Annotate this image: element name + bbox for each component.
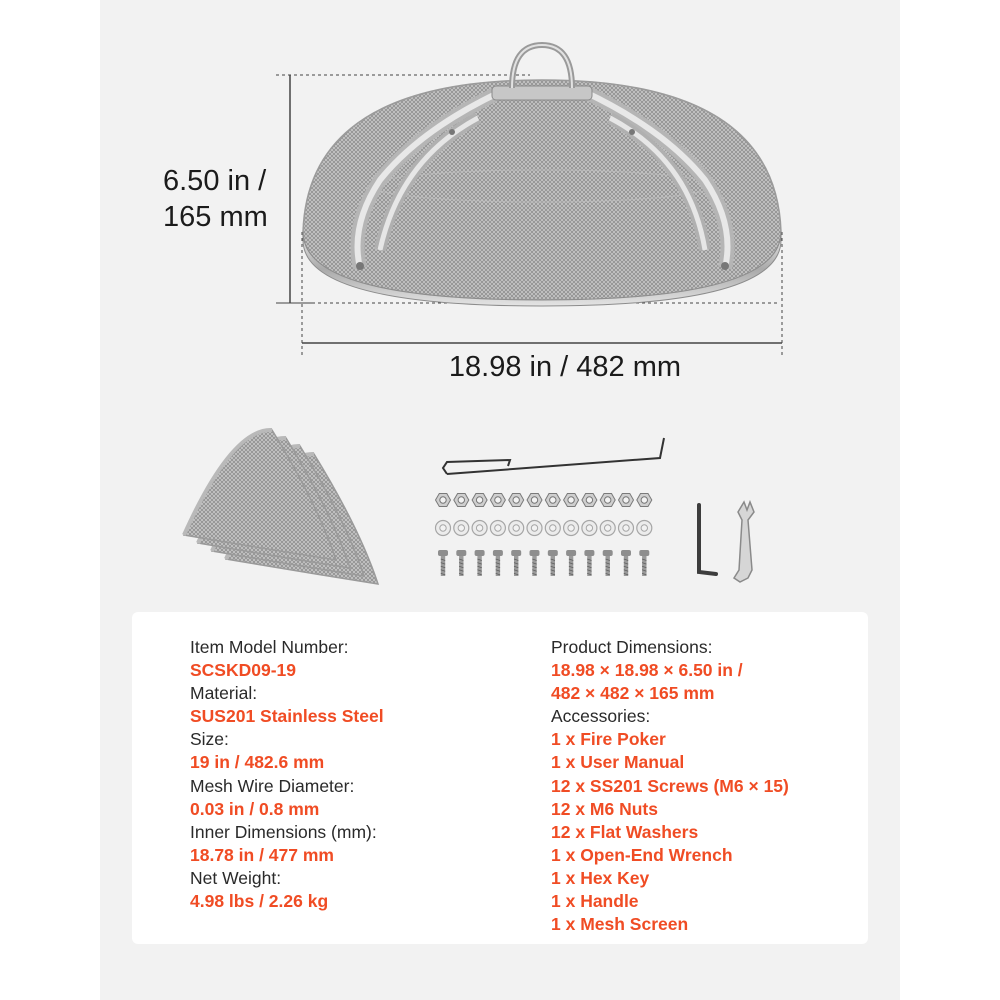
nut-icon	[490, 494, 505, 507]
nut-icon	[436, 494, 451, 507]
screw-icon	[493, 550, 503, 576]
spec-column-right	[551, 636, 789, 936]
height-dimension-label	[163, 163, 303, 235]
washers-row	[436, 521, 652, 536]
washer-icon	[436, 521, 451, 536]
accessory-item: 1 x Mesh Screen	[551, 914, 689, 935]
accessory-item: 1 x Fire Poker	[551, 729, 666, 750]
washer-icon	[600, 521, 615, 536]
spec-label: Net Weight:	[190, 867, 282, 888]
nut-icon	[472, 494, 487, 507]
nut-icon	[545, 494, 560, 507]
washer-icon	[454, 521, 469, 536]
nut-icon	[600, 494, 615, 507]
washer-icon	[637, 521, 652, 536]
spec-label: Inner Dimensions (mm):	[190, 821, 377, 842]
washer-icon	[527, 521, 542, 536]
spec-value: 19 in / 482.6 mm	[190, 752, 325, 773]
spec-value: SCSKD09-19	[190, 660, 297, 681]
nut-icon	[582, 494, 597, 507]
screw-icon	[530, 550, 540, 576]
spec-value: 0.03 in / 0.8 mm	[190, 798, 320, 819]
height-dimension-line-2: 165 mm	[163, 201, 268, 233]
dome-spark-screen	[303, 45, 781, 306]
open-end-wrench	[734, 502, 754, 582]
accessory-item: 12 x M6 Nuts	[551, 798, 658, 819]
spec-card	[132, 612, 868, 944]
nut-icon	[509, 494, 524, 507]
spec-label: Material:	[190, 683, 258, 704]
washer-icon	[564, 521, 579, 536]
screw-icon	[584, 550, 594, 576]
width-dimension-label: 18.98 in / 482 mm	[448, 351, 682, 383]
hex-key	[699, 505, 716, 574]
accessory-item: 12 x SS201 Screws (M6 × 15)	[551, 775, 789, 796]
nut-icon	[619, 494, 634, 507]
spec-value: 18.78 in / 477 mm	[190, 844, 334, 865]
screw-icon	[511, 550, 521, 576]
screw-icon	[548, 550, 558, 576]
nut-icon	[527, 494, 542, 507]
spec-column-left	[190, 636, 384, 913]
spec-value: SUS201 Stainless Steel	[190, 706, 384, 727]
washer-icon	[619, 521, 634, 536]
washer-icon	[582, 521, 597, 536]
spec-value: 482 × 482 × 165 mm	[551, 683, 715, 704]
screws-row	[438, 550, 649, 576]
fire-poker	[443, 438, 664, 474]
washer-icon	[509, 521, 524, 536]
nut-icon	[454, 494, 469, 507]
screw-icon	[621, 550, 631, 576]
screw-icon	[438, 550, 448, 576]
height-dimension-line-1: 6.50 in /	[163, 165, 267, 197]
spec-label: Item Model Number:	[190, 637, 349, 657]
spec-value: 18.98 × 18.98 × 6.50 in /	[551, 660, 743, 681]
spec-label: Mesh Wire Diameter:	[190, 775, 355, 796]
spec-label: Accessories:	[551, 706, 651, 727]
accessory-item: 1 x Handle	[551, 891, 639, 912]
nuts-row	[436, 494, 652, 507]
spec-label: Size:	[190, 729, 229, 750]
nut-icon	[637, 494, 652, 507]
accessory-item: 1 x Hex Key	[551, 867, 650, 888]
washer-icon	[490, 521, 505, 536]
accessory-item: 12 x Flat Washers	[551, 821, 699, 842]
nut-icon	[564, 494, 579, 507]
mesh-panels	[184, 430, 378, 584]
washer-icon	[472, 521, 487, 536]
spec-value: 4.98 lbs / 2.26 kg	[190, 891, 329, 912]
screw-icon	[639, 550, 649, 576]
screw-icon	[603, 550, 613, 576]
screw-icon	[456, 550, 466, 576]
screw-icon	[566, 550, 576, 576]
screw-icon	[475, 550, 485, 576]
accessory-item: 1 x User Manual	[551, 752, 685, 773]
spec-label: Product Dimensions:	[551, 637, 713, 657]
washer-icon	[545, 521, 560, 536]
accessory-item: 1 x Open-End Wrench	[551, 844, 733, 865]
